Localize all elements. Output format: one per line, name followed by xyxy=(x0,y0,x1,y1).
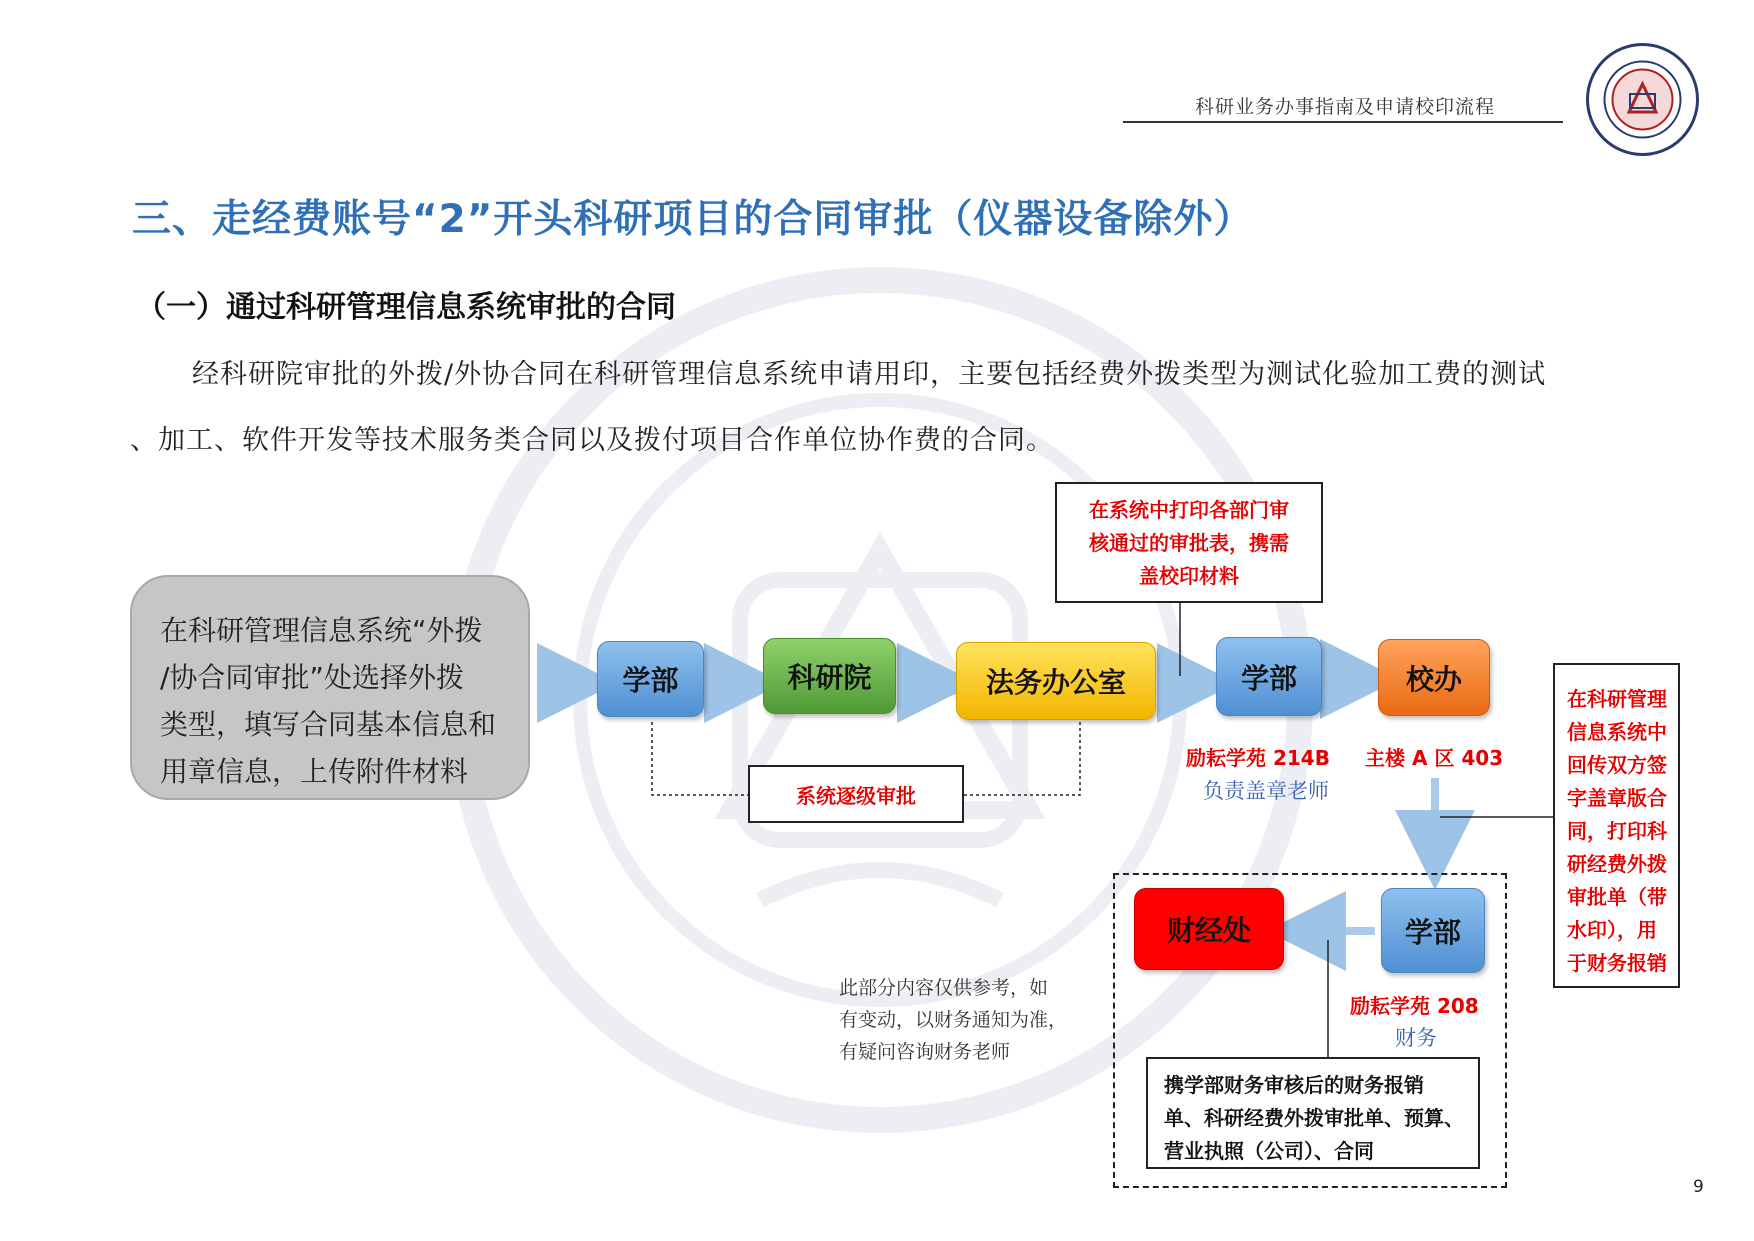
approve-bracket-left xyxy=(652,722,748,795)
return-note-line: 回传双方签 xyxy=(1567,753,1667,777)
header-text: 科研业务办事指南及申请校印流程 xyxy=(1195,96,1496,118)
return-note-line: 于财务报销 xyxy=(1567,951,1667,975)
xuebu3-role: 财务 xyxy=(1395,1026,1437,1050)
start-step-box xyxy=(130,575,530,800)
finance-carry-note xyxy=(1146,1057,1480,1169)
print-approval-note xyxy=(1055,482,1323,603)
xuebu3-location: 励耘学苑 208 xyxy=(1350,994,1479,1018)
node-caijingchu: 财经处 xyxy=(1134,888,1284,970)
print-note-line3: 盖校印材料 xyxy=(1139,564,1239,588)
return-note-line: 研经费外拨 xyxy=(1567,852,1667,876)
start-step-line2: /协合同审批”处选择外拨 xyxy=(160,661,464,694)
reference-note-line2: 有变动，以财务通知为准， xyxy=(839,1009,1068,1031)
reference-note-line3: 有疑问咨询财务老师 xyxy=(839,1041,1011,1063)
return-note-line: 在科研管理 xyxy=(1567,687,1667,711)
node-xiaoban: 校办 xyxy=(1378,639,1490,716)
carry-note-line2: 单、科研经费外拨审批单、预算、 xyxy=(1164,1106,1464,1130)
xuebu2-location: 励耘学苑 214B xyxy=(1186,746,1330,770)
return-note-line: 同，打印科 xyxy=(1567,819,1667,843)
intro-paragraph-line2: 、加工、软件开发等技术服务类合同以及拨付项目合作单位协作费的合同。 xyxy=(130,425,1054,456)
subsection-title: （一）通过科研管理信息系统审批的合同 xyxy=(136,290,676,325)
carry-note-line1: 携学部财务审核后的财务报销 xyxy=(1164,1073,1424,1097)
print-note-line1: 在系统中打印各部门审 xyxy=(1089,498,1289,522)
node-xuebu-3: 学部 xyxy=(1381,888,1485,973)
reference-note-line1: 此部分内容仅供参考，如 xyxy=(839,977,1049,999)
return-contract-note xyxy=(1553,663,1680,988)
node-keyanyuan: 科研院 xyxy=(763,638,896,714)
intro-paragraph-line1: 经科研院审批的外拨/外协合同在科研管理信息系统申请用印，主要包括经费外拨类型为测试化验加工费的测试 xyxy=(192,359,1547,390)
section-title: 三、走经费账号“2”开头科研项目的合同审批（仪器设备除外） xyxy=(132,197,1254,242)
return-note-line: 字盖章版合 xyxy=(1567,786,1667,810)
node-xuebu-1: 学部 xyxy=(597,641,704,717)
print-note-line2: 核通过的审批表，携需 xyxy=(1089,531,1289,555)
carry-note-line3: 营业执照（公司）、合同 xyxy=(1164,1139,1374,1163)
start-step-line1: 在科研管理信息系统“外拨 xyxy=(160,614,483,647)
return-note-line: 审批单（带 xyxy=(1567,885,1667,909)
xuebu2-role: 负责盖章老师 xyxy=(1203,779,1329,803)
start-step-line3: 类型，填写合同基本信息和 xyxy=(160,708,497,741)
node-xuebu-2: 学部 xyxy=(1216,637,1322,716)
return-note-line: 信息系统中 xyxy=(1567,720,1667,744)
approve-bracket-right xyxy=(964,722,1080,795)
system-approval-note: 系统逐级审批 xyxy=(748,765,964,823)
return-note-line: 水印），用 xyxy=(1567,918,1657,942)
start-step-line4: 用章信息，上传附件材料 xyxy=(160,755,469,788)
reference-note xyxy=(839,972,1099,1068)
page-number: 9 xyxy=(1693,1177,1704,1197)
node-fawu-office: 法务办公室 xyxy=(956,642,1156,720)
xiaoban-location: 主楼 A 区 403 xyxy=(1365,746,1504,770)
